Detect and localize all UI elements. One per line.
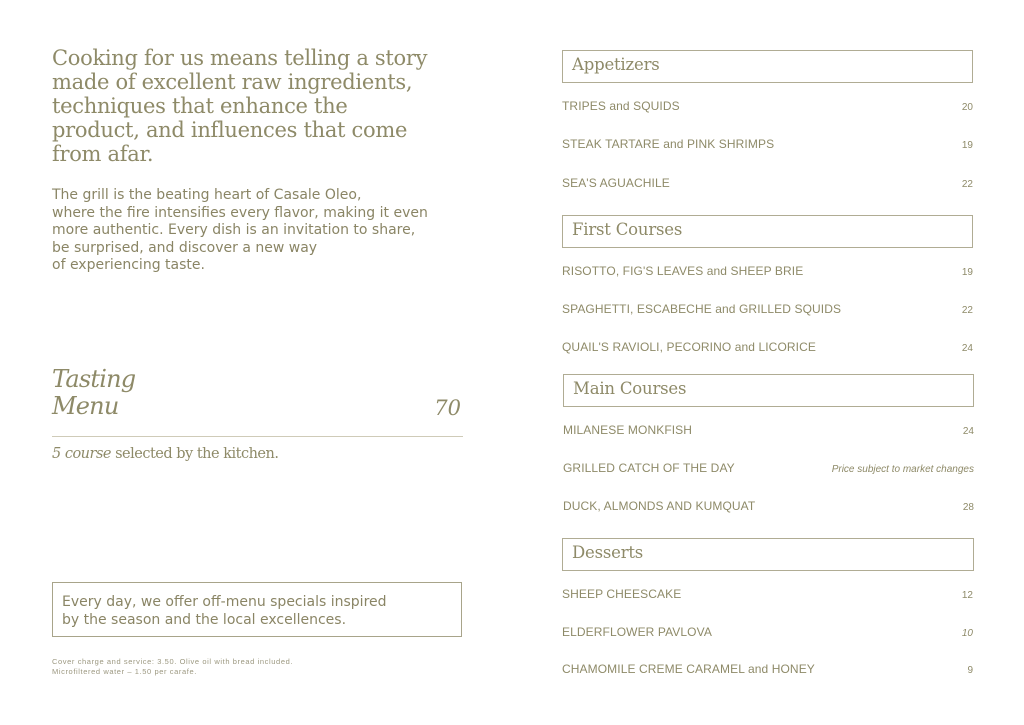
dish-price: 10 <box>961 628 973 639</box>
specials-line: Every day, we offer off-menu specials inspired <box>62 594 387 610</box>
intro-body <box>52 187 452 275</box>
intro-headline-line: made of excellent raw ingredients, <box>52 70 413 94</box>
dish-name: DUCK, ALMONDS AND KUMQUAT <box>563 499 756 513</box>
intro-headline-line: Cooking for us means telling a story <box>52 46 428 70</box>
intro-body-line: be surprised, and discover a new way <box>52 239 318 256</box>
menu-item <box>562 662 973 678</box>
intro-headline-line: techniques that enhance the <box>52 94 348 118</box>
menu-item <box>562 587 973 603</box>
section-header-desserts: Desserts <box>562 538 974 571</box>
tasting-title-line1: Tasting <box>52 365 136 393</box>
dish-name: CHAMOMILE CREME CARAMEL and HONEY <box>562 662 815 676</box>
tasting-title-line2: Menu <box>52 392 119 420</box>
menu-item <box>563 423 974 439</box>
dish-price: 24 <box>961 343 973 354</box>
menu-item <box>563 499 974 515</box>
section-header-first-courses: First Courses <box>562 215 973 248</box>
footnote-line: Microfiltered water – 1.50 per carafe. <box>52 667 197 676</box>
tasting-subtitle-emphasis: 5 course <box>52 446 111 462</box>
dish-name: MILANESE MONKFISH <box>563 423 693 437</box>
intro-headline <box>52 46 472 166</box>
dish-name: SHEEP CHEESCAKE <box>562 587 682 601</box>
menu-item <box>562 137 973 153</box>
section-header-appetizers: Appetizers <box>562 50 973 83</box>
dish-price: 19 <box>961 267 973 278</box>
tasting-subtitle-rest: selected by the kitchen. <box>110 446 279 462</box>
menu-item <box>562 176 973 192</box>
tasting-divider <box>52 436 463 437</box>
intro-body-line: more authentic. Every dish is an invitation to share, <box>52 222 416 238</box>
dish-price: 20 <box>961 102 973 113</box>
dish-name: RISOTTO, FIG'S LEAVES and SHEEP BRIE <box>562 264 804 278</box>
dish-price: 9 <box>967 665 973 676</box>
dish-price: 22 <box>961 179 973 190</box>
menu-item <box>562 302 973 318</box>
menu-item <box>563 461 974 477</box>
tasting-menu-title <box>52 366 252 420</box>
menu-item <box>562 340 973 356</box>
specials-notice-box <box>52 582 462 637</box>
dish-name: ELDERFLOWER PAVLOVA <box>562 625 712 639</box>
menu-item <box>562 625 973 641</box>
dish-price: 12 <box>961 590 973 601</box>
price-note: Price subject to market changes <box>831 464 974 475</box>
dish-name: SPAGHETTI, ESCABECHE and GRILLED SQUIDS <box>562 302 842 316</box>
menu-item <box>562 264 973 280</box>
section-header-main-courses: Main Courses <box>563 374 974 407</box>
intro-headline-line: from afar. <box>52 142 154 166</box>
menu-item <box>562 99 973 115</box>
dish-name: SEA'S AGUACHILE <box>562 176 670 190</box>
tasting-menu-price: 70 <box>434 396 461 420</box>
dish-price: 24 <box>962 426 974 437</box>
dish-price: 22 <box>961 305 973 316</box>
intro-headline-line: product, and influences that come <box>52 118 408 142</box>
dish-price: 28 <box>962 502 974 513</box>
dish-name: QUAIL'S RAVIOLI, PECORINO and LICORICE <box>562 340 816 354</box>
intro-body-line: where the fire intensifies every flavor, making it even <box>52 204 428 221</box>
footnote <box>52 657 372 677</box>
tasting-menu-subtitle <box>52 446 472 462</box>
dish-name: STEAK TARTARE and PINK SHRIMPS <box>562 137 775 151</box>
intro-body-line: The grill is the beating heart of Casale Oleo, <box>52 187 362 203</box>
dish-price: 19 <box>961 140 973 151</box>
specials-line: by the season and the local excellences. <box>62 612 347 628</box>
intro-body-line: of experiencing taste. <box>52 257 205 273</box>
dish-name: TRIPES and SQUIDS <box>562 99 680 113</box>
dish-name: GRILLED CATCH OF THE DAY <box>563 461 735 475</box>
footnote-line: Cover charge and service: 3.50. Olive oil with bread included. <box>52 657 294 666</box>
